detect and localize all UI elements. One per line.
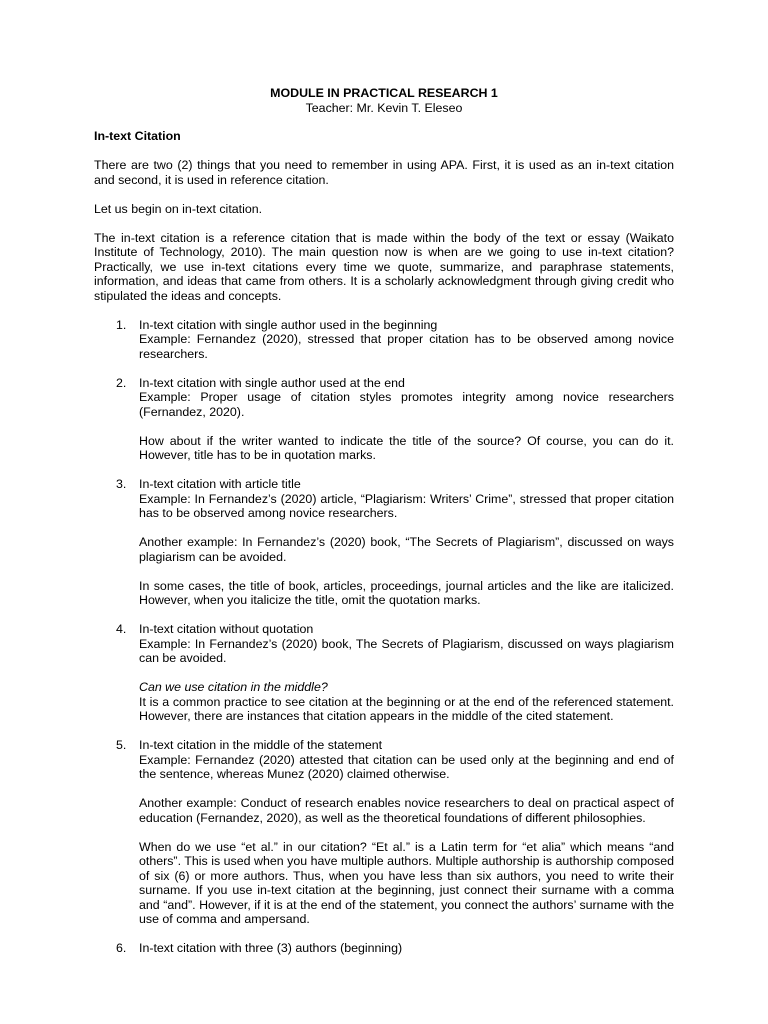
document-page	[94, 86, 674, 970]
item-title: In-text citation with three (3) authors (beginning)	[139, 941, 403, 955]
item-title: In-text citation with single author used in the beginning	[139, 317, 438, 332]
item-note: In some cases, the title of book, articles, proceedings, journal articles and the like are italicized. However, when you italicize the title, omit the quotation marks.	[139, 578, 674, 607]
item-note: Another example: Conduct of research enables novice researchers to deal on practical aspect of education (Fernandez, 2020), as well as the theoretical foundations of different philosophies.	[139, 796, 674, 825]
item-title: In-text citation with article title	[139, 477, 301, 491]
item-note: Another example: In Fernandez’s (2020) book, “The Secrets of Plagiarism”, discussed on ways plagiarism can be avoided.	[139, 535, 674, 564]
intro-paragraph-2: Let us begin on in-text citation.	[94, 201, 263, 216]
list-item	[94, 376, 674, 463]
section-heading: In-text Citation	[94, 129, 181, 143]
intro-paragraph-1: There are two (2) things that you need to remember in using APA. First, it is used as an in-text citation and second, it is used in reference citation.	[94, 158, 674, 187]
item-question-block	[139, 680, 674, 724]
item-number: 2.	[116, 375, 127, 390]
item-number: 1.	[116, 317, 127, 332]
list-item	[94, 738, 674, 927]
item-example: Example: In Fernandez’s (2020) book, The Secrets of Plagiarism, discussed on ways plagiarism can be avoided.	[139, 636, 674, 665]
item-example: Example: Proper usage of citation styles promotes integrity among novice researchers (Fernandez, 2020).	[139, 390, 674, 419]
item-title: In-text citation in the middle of the statement	[139, 738, 383, 752]
item-example: Example: Fernandez (2020), stressed that proper citation has to be observed among novice researchers.	[139, 332, 674, 361]
item-question: Can we use citation in the middle?	[139, 680, 328, 694]
item-title: In-text citation with single author used at the end	[139, 375, 405, 390]
document-title: MODULE IN PRACTICAL RESEARCH 1	[270, 86, 498, 100]
list-item	[94, 941, 674, 956]
item-note: When do we use “et al.” in our citation? “Et al.” is a Latin term for “et alia” which means “and others”. This is used when you have multiple authors. Multiple authorship is authorship composed of six (6) or more authors. Thus, when you have less than six authors, you need to write their surname. If you use in-text citation at the beginning, just connect their surname with a comma and “and”. However, if it is at the end of the statement, you connect the authors’ surname with the use of comma and ampersand.	[139, 839, 674, 926]
item-number: 3.	[116, 477, 127, 491]
item-title: In-text citation without quotation	[139, 622, 314, 636]
item-example: Example: In Fernandez’s (2020) article, “Plagiarism: Writers’ Crime”, stressed that proper citation has to be observed among novice researchers.	[139, 491, 674, 520]
list-item	[94, 477, 674, 608]
citation-list	[94, 318, 674, 956]
item-answer: It is a common practice to see citation at the beginning or at the end of the referenced statement. However, there are instances that citation appears in the middle of the cited statement.	[139, 694, 674, 723]
item-number: 6.	[116, 941, 127, 955]
item-example: Example: Fernandez (2020) attested that citation can be used only at the beginning and end of the sentence, whereas Munez (2020) claimed otherwise.	[139, 752, 674, 781]
item-number: 5.	[116, 738, 127, 752]
teacher-name: Teacher: Mr. Kevin T. Eleseo	[305, 100, 463, 115]
item-note: How about if the writer wanted to indicate the title of the source? Of course, you can do it. However, title has to be in quotation marks.	[139, 433, 674, 462]
list-item	[94, 318, 674, 362]
item-number: 4.	[116, 622, 127, 636]
list-item	[94, 622, 674, 724]
intro-paragraph-3: The in-text citation is a reference citation that is made within the body of the text or essay (Waikato Institute of Technology, 2010). The main question now is when are we going to use in-text citation? Practically, we use in-text citations every time we quote, summarize, and paraphrase statements, information, and ideas that came from others. It is a scholarly acknowledgment through giving credit who stipulated the ideas and concepts.	[94, 230, 674, 303]
